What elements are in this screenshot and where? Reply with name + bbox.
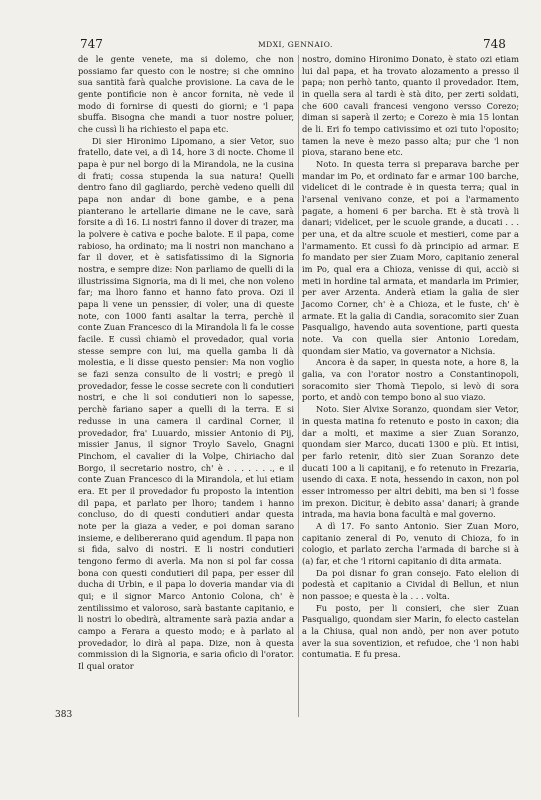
paragraph: Ancora è da saper, in questa note, a hore 8, la galia, va con l'orator nostro a Constantinopoli, soracomito sier Thomà Tiepolo, si levò di sora porto, et andò con tempo bono al suo viazo. (302, 357, 519, 403)
left-column (78, 54, 294, 673)
paragraph: Fu posto, per li consieri, che sier Zuan Pasqualigo, quondam sier Marin, fo electo castelan a la Chiusa, qual non andò, per non aver potuto aver la sua soventizion, et refudoe, che 'l non habi contumatia. E fu presa. (302, 602, 519, 660)
margin-line-number: 383 (55, 710, 73, 720)
paragraph: Di sier Hironimo Lipomano, a sier Vetor, suo fratello, date vei, a dì 14, hore 3 di nocte. Chome il papa è pur nel borgo di la Mirandola, ne la cusina di frati; cossa stupenda la sua natura! Quelli dentro fano dil gagliardo, perchè vedeno quelli dil papa non andar di bone gambe, e a pena pianterano le artellarie dimane ne le cave, sarà forsite a dì 16. Li nostri fanno il dover di trazer, ma la polvere è cativa e poche balote. E il papa, come rabioso, ha ordinato; ma li nostri non manchano a far il dover, et è satisfatissimo di la Signoria nostra, e sempre dize: Non parliamo de quelli di la illustrissima Signoria, ma di li mei, che non voleno far; ma lhoro fanno et hanno fato prova. Ozi il papa li vene un penssier, di voler, una di queste note, con 1000 fanti asaltar la terra, perchè il conte Zuan Francesco di la Mirandola li fa le cosse facile. E cussì chiamò el provedador, qual voria stesse sempre con lui, ma quella gamba li dà molestia, e li disse questo pensier: Ma non voglio se fazi senza consulto de li vostri; e pregò il provedador, fesse le cosse secrete con li condutieri nostri, e che li soi condutieri non lo sapesse, perchè fariano saper a quelli di la terra. E si redusse in una camera il cardinal Corner, il provedador, fra' Luuardo, missier Antonio di Pij, missier Janus, il signor Troylo Savelo, Gnagni Pinchom, el cavalier di la Volpe, Chiriacho dal Borgo, il secretario nostro, ch' è . . . . . . ., e il conte Zuan Francesco di la Mirandola, et lui etiam era. Et per il provedador fu proposto la intention dil papa, et parlato per lhoro; tandem i hanno concluso, do di questi condutieri andar questa note per la giaza a veder, e poi doman sarano insieme, e delibererano quid agendum. Il papa non si fida, salvo di nostri. E li nostri condutieri tengono fermo di averla. Ma non si pol far cossa bona con questi condutieri dil papa, per esser dil ducha di Urbin, e il papa lo doveria mandar via di qui; e il signor Marco Antonio Colona, ch' è zentilissimo et valoroso, sarà bastante capitanio, e li nostri lo obedirà, altramente sarà pazia andar a campo a Ferara a questo modo; e à parlato al provedador, lo dirà al papa. Dize, non à questa commission di la Signoria, e saria oficio di l'orator. Il qual orator (78, 135, 294, 671)
right-column (302, 54, 519, 661)
page-number-left: 747 (80, 37, 103, 51)
page-number-right: 748 (483, 37, 506, 51)
paragraph: A dì 17. Fo santo Antonio. Sier Zuan Moro, capitanio zeneral di Po, venuto di Chioza, fo in cologio, et parlato zercha l'armada di barche si à (a) far, et che 'l ritorni capitanio di dita armata. (302, 520, 519, 566)
paragraph: Da poi disnar fo gran consejo. Fato elelion di podestà et capitanio a Cividal di Bellun, et niun non passoe; e questa è la . . . volta. (302, 567, 519, 601)
paragraph: Noto. Sier Alvixe Soranzo, quondam sier Vetor, in questa matina fo retenuto e posto in caxon; dia dar a molti, et maxime a sier Zuan Soranzo, quondam sier Marco, ducati 1300 e più. Et intisi, per farlo retenir, ditò sier Zuan Soranzo dete ducati 100 a li capitanij, e fo retenuto in Frezaria, usendo di caxa. E nota, hessendo in caxon, non pol esser intromesso per altri debiti, ma ben si 'l fosse im prexon. Dicitur, è debito assa' danari; à grande intrada, ma havia bona facultà e mal governo. (302, 404, 519, 520)
paragraph: nostro, domino Hironimo Donato, è stato ozi etiam lui dal papa, et ha trovato alozamento a presso il papa; non perhò tanto, quanto il provedador. Item, in quella sera al tardi è stà dito, per zerti soldati, che 600 cavali francesi vengono versso Corezo; diman si saperà il zerto; e Corezo è mia 15 lontan de li. Eri fo tempo cativissimo et ozi tuto l'oposito; tamen la neve è mezo passo alta; pur che 'l non piova, starano bene etc. (302, 54, 519, 158)
running-title: MDXI, GENNAIO. (258, 40, 333, 49)
paragraph: Noto. In questa terra si preparava barche per mandar im Po, et ordinato far e armar 100 barche, videlicet di le contrade è in questa terra; qual in l'arsenal venivano conze, et poi a l'armamento pagate, a homeni 6 per barcha. Et è stà trovà li danari; videlicet, per le scuole grande, a ducati . . . per una, et da altre scuole et mestieri, come par a l'armamento. Et cussì fo dà principio ad armar. E fo mandato per sier Zuam Moro, capitanio zeneral im Po, qual era a Chioza, venisse di qui, acciò si meti in hordine tal armata, et mandarla im Primier, per aver Arzenta. Anderà etiam la galia de sier Jacomo Corner, ch' è a Chioza, et le fuste, ch' è armate. Et la galia di Candia, soracomito sier Zuan Pasqualigo, havendo auta soventione, parti questa note. Va con quella sier Antonio Loredam, quondam sier Matio, va governator a Nichsia. (302, 159, 519, 356)
paragraph: de le gente venete, ma si dolemo, che non possiamo far questo con le nostre; si che omnino sua santità farà qualche provisione. La cava de le gente pontificie non è ancor fornita, nè vede il modo di fornirse di questi do giorni; e 'l papa sbuffa. Bisogna che mandi a tuor nostre poluer, che cussì li ha richiesto el papa etc. (78, 54, 294, 135)
column-divider (298, 55, 299, 717)
